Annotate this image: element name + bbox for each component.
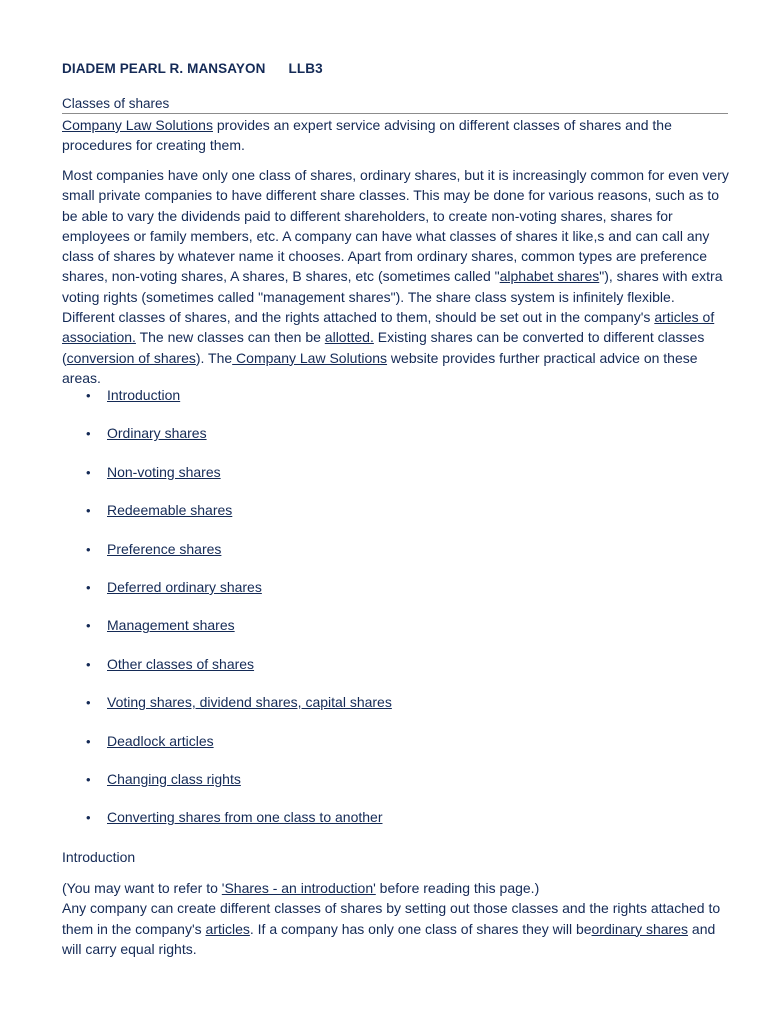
intro-paragraph <box>62 115 730 156</box>
company-law-solutions-link[interactable]: Company Law Solutions <box>62 117 213 133</box>
para2-text-6: website provides further practical advice on these areas. <box>62 349 698 386</box>
articles-of-association-link[interactable]: articles of association. <box>62 309 715 346</box>
author-line <box>62 61 323 76</box>
bullet: • <box>86 695 91 711</box>
toc-link-introduction[interactable]: Introduction <box>107 387 181 403</box>
para1-text: provides an expert service advising on different classes of shares and the procedures for creating them. <box>62 117 672 154</box>
toc-link-deadlock-articles[interactable]: Deadlock articles <box>107 732 214 749</box>
para2-text-2: "), shares with extra voting rights (sometimes called "management shares"). The share class system is infinitely flexible. Different classes of shares, and the rights attached to them, should be set out in the company's <box>62 268 723 326</box>
toc-link-preference-shares[interactable]: Preference shares <box>107 540 222 557</box>
toc-link-changing-class-rights[interactable]: Changing class rights <box>107 770 241 787</box>
bullet: • <box>86 541 91 557</box>
bullet: • <box>86 656 91 672</box>
ordinary-shares-link[interactable]: ordinary shares <box>591 920 689 937</box>
section-heading: Classes of shares <box>62 96 728 114</box>
bullet: • <box>86 579 91 595</box>
toc-item <box>62 577 722 615</box>
bullet: • <box>86 771 91 787</box>
articles-link[interactable]: articles <box>205 920 250 937</box>
toc-item <box>62 500 722 538</box>
toc-item <box>62 692 722 730</box>
para2-text-4: Existing shares can be converted to different classes ( <box>62 329 705 366</box>
toc-item <box>62 462 722 500</box>
introduction-paragraph <box>62 878 730 959</box>
toc-link-redeemable-shares[interactable]: Redeemable shares <box>107 502 233 519</box>
toc-link-management-shares[interactable]: Management shares <box>107 617 235 634</box>
toc-link-deferred-ordinary-shares[interactable]: Deferred ordinary shares <box>107 578 262 595</box>
share-classes-paragraph <box>62 165 730 388</box>
bullet: • <box>86 503 91 519</box>
toc-item <box>62 731 722 769</box>
bullet: • <box>86 388 91 403</box>
toc-link-voting-dividend-capital[interactable]: Voting shares, dividend shares, capital shares <box>107 694 392 711</box>
para2-text-5: ). The <box>195 349 233 366</box>
bullet: • <box>86 733 91 749</box>
intro-text-4: . If a company has only one class of shares they will be <box>249 920 592 937</box>
allotted-link[interactable]: allotted. <box>324 329 374 346</box>
toc-link-other-classes[interactable]: Other classes of shares <box>107 655 255 672</box>
toc-item <box>62 539 722 577</box>
toc-item <box>62 769 722 807</box>
intro-text-3: Any company can create different classes of shares by setting out those classes and the rights attached to them in the company's <box>62 900 721 937</box>
toc-item <box>62 423 722 461</box>
intro-text-1: (You may want to refer to <box>62 880 222 896</box>
alphabet-shares-link[interactable]: alphabet shares <box>499 268 600 285</box>
bullet: • <box>86 426 91 442</box>
author-name: DIADEM PEARL R. MANSAYON <box>62 61 266 76</box>
toc-item <box>62 385 722 423</box>
bullet: • <box>86 618 91 634</box>
toc-link-ordinary-shares[interactable]: Ordinary shares <box>107 425 207 442</box>
conversion-of-shares-link[interactable]: conversion of shares <box>66 349 196 366</box>
intro-text-5: and will carry equal rights. <box>62 920 716 957</box>
toc-item <box>62 654 722 692</box>
company-law-solutions-website-link[interactable]: Company Law Solutions <box>232 349 388 366</box>
shares-an-introduction-link[interactable]: 'Shares - an introduction' <box>221 880 376 896</box>
toc-item <box>62 807 722 845</box>
para2-text-3: The new classes can then be <box>135 329 325 346</box>
bullet: • <box>86 810 91 826</box>
bullet: • <box>86 464 91 480</box>
introduction-heading: Introduction <box>62 849 136 865</box>
intro-text-2: before reading this page.) <box>375 880 540 896</box>
course-code: LLB3 <box>288 61 323 76</box>
toc-link-non-voting-shares[interactable]: Non-voting shares <box>107 463 221 480</box>
table-of-contents <box>62 385 722 846</box>
toc-link-converting-shares[interactable]: Converting shares from one class to another <box>107 809 383 826</box>
para2-text-1: Most companies have only one class of shares, ordinary shares, but it is increasingly common for even very small private companies to have different share classes. This may be done for various reasons, such as to be able to vary the dividends paid to different shareholders, to create non-voting shares, shares for employees or family members, etc. A company can have what classes of shares it like,s and can call any class of shares by whatever name it chooses. Apart from ordinary shares, common types are preference shares, non-voting shares, A shares, B shares, etc (sometimes called " <box>62 167 729 285</box>
toc-item <box>62 615 722 653</box>
